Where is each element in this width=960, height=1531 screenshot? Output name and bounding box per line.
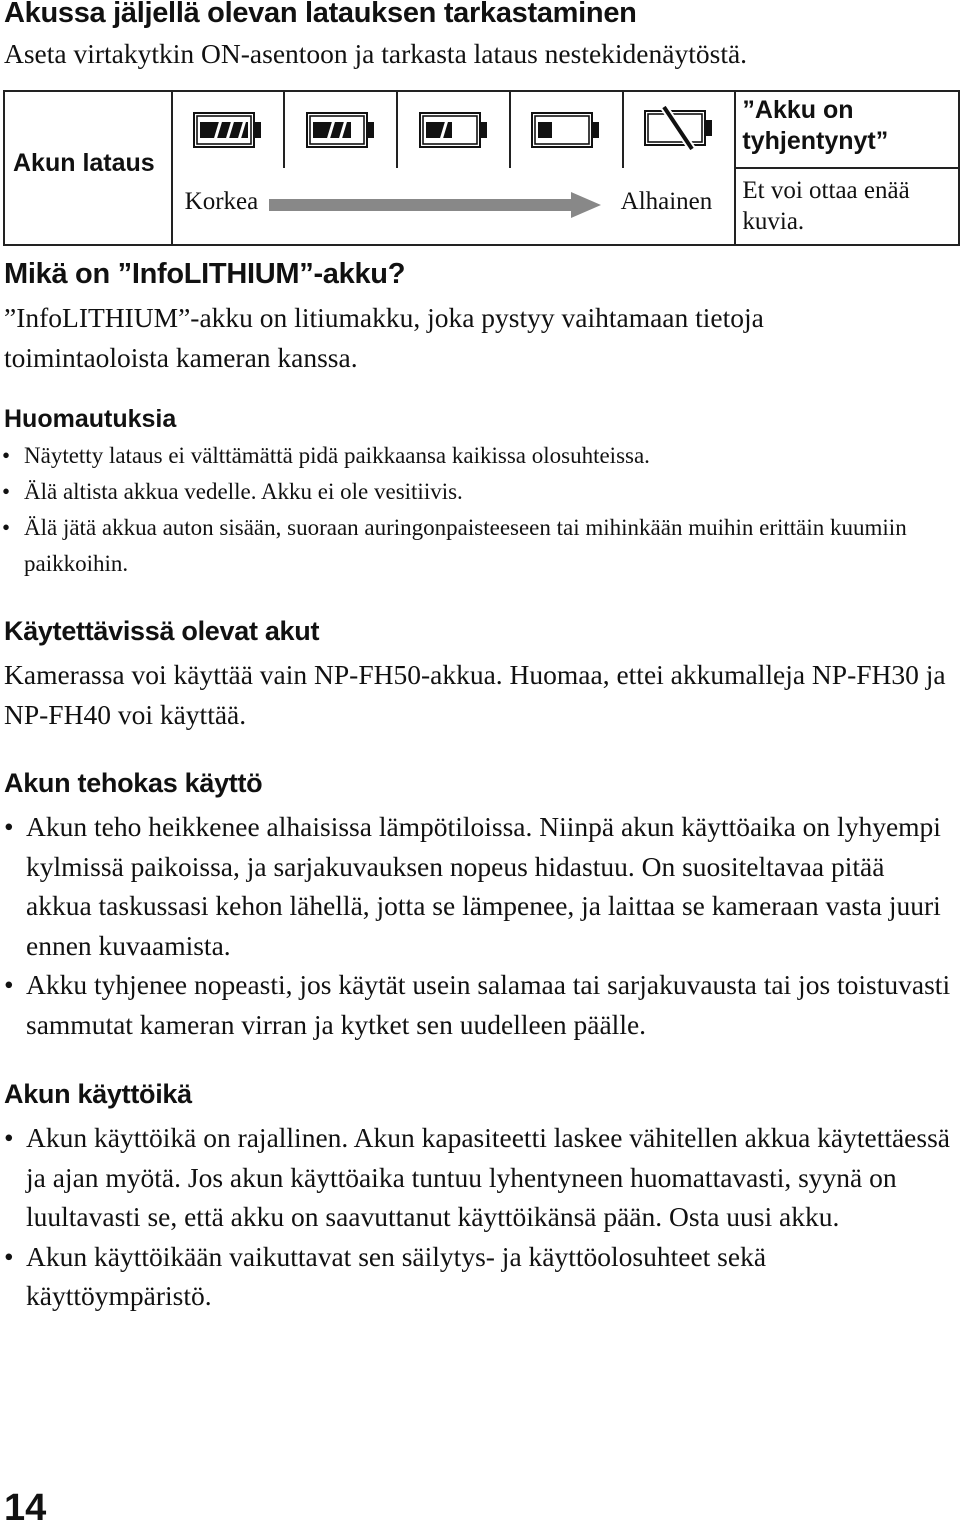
empty-heading: ”Akku on tyhjentynyt” [742,96,889,155]
list-item: • Näytetty lataus ei välttämättä pidä paikkaansa kaikissa olosuhteissa. [24,438,944,474]
battery-level-table [3,90,960,246]
infolithium-text: ”InfoLITHIUM”-akku on litiumakku, joka pystyy vaihtamaan tietoja toimintaoloista kameran kanssa. [4,302,764,373]
efficient-title: Akun tehokas käyttö [4,768,263,798]
high-label: Korkea [184,188,259,215]
empty-text-cell [735,168,959,245]
battery-three-quarter-icon [306,112,376,148]
infolithium-title: Mikä on ”InfoLITHIUM”-akku? [4,258,406,290]
battery-half-icon [419,112,489,148]
battery-cell-1 [172,91,285,168]
notes-title: Huomautuksia [4,405,177,433]
list-item: • Akun käyttöikä on rajallinen. Akun kapasiteetti laskee vähitellen akkua käytettäessä ja ajan myötä. Jos akun käyttöaika tuntuu lyhentyneen huomattavasti, syynä on luultavasti se, että akku on saavuttanut käyttöikänsä pään. Osta uusi akku. [26,1118,954,1237]
usable-text: Kamerassa voi käyttää vain NP-FH50-akkua. Huomaa, ettei akkumalleja NP-FH30 ja NP-FH40 voi käyttää. [4,659,946,730]
list-item: • Älä altista akkua vedelle. Akku ei ole vesitiivis. [24,474,944,510]
check-intro: Aseta virtakytkin ON-asentoon ja tarkasta lataus nestekidenäytöstä. [4,38,748,69]
lifetime-list [26,1118,954,1316]
check-title: Akussa jäljellä olevan latauksen tarkastaminen [4,0,637,29]
table-row-label-cell [4,91,172,245]
battery-cell-4 [510,91,623,168]
arrow-right-icon [269,190,603,222]
empty-heading-cell [735,91,959,168]
row-label: Akun lataus [13,149,155,177]
low-label: Alhainen [620,188,713,215]
charge-scale-cell [172,168,736,245]
notes-list [24,438,944,582]
list-item: • Akku tyhjenee nopeasti, jos käytät usein salamaa tai sarjakuvausta tai jos toistuvasti sammutat kameran virran ja kytket sen uudelleen päälle. [26,965,954,1044]
usable-title: Käytettävissä olevat akut [4,616,320,646]
battery-full-icon [193,112,263,148]
list-item: • Älä jätä akkua auton sisään, suoraan auringonpaisteeseen tai mihinkään muihin erittäin kuumiin paikkoihin. [24,510,944,582]
battery-low-icon [531,112,601,148]
battery-cell-3 [397,91,510,168]
battery-empty-icon [644,106,714,150]
list-item: • Akun teho heikkenee alhaisissa lämpötiloissa. Niinpä akun käyttöaika on lyhyempi kylmissä paikoissa, ja sarjakuvauksen nopeus hidastuu. On suositeltavaa pitää akkua taskussasi kehon lähellä, jotta se lämpenee, ja laittaa se kameraan vasta juuri ennen kuvaamista. [26,807,954,965]
battery-cell-2 [284,91,397,168]
efficient-list [26,807,954,1045]
page-number: 14 [4,1487,47,1529]
empty-text: Et voi ottaa enää kuvia. [742,177,910,235]
battery-cell-5 [623,91,736,168]
list-item: • Akun käyttöikään vaikuttavat sen säilytys- ja käyttöolosuhteet sekä käyttöympäristö. [26,1237,954,1316]
lifetime-title: Akun käyttöikä [4,1079,192,1109]
